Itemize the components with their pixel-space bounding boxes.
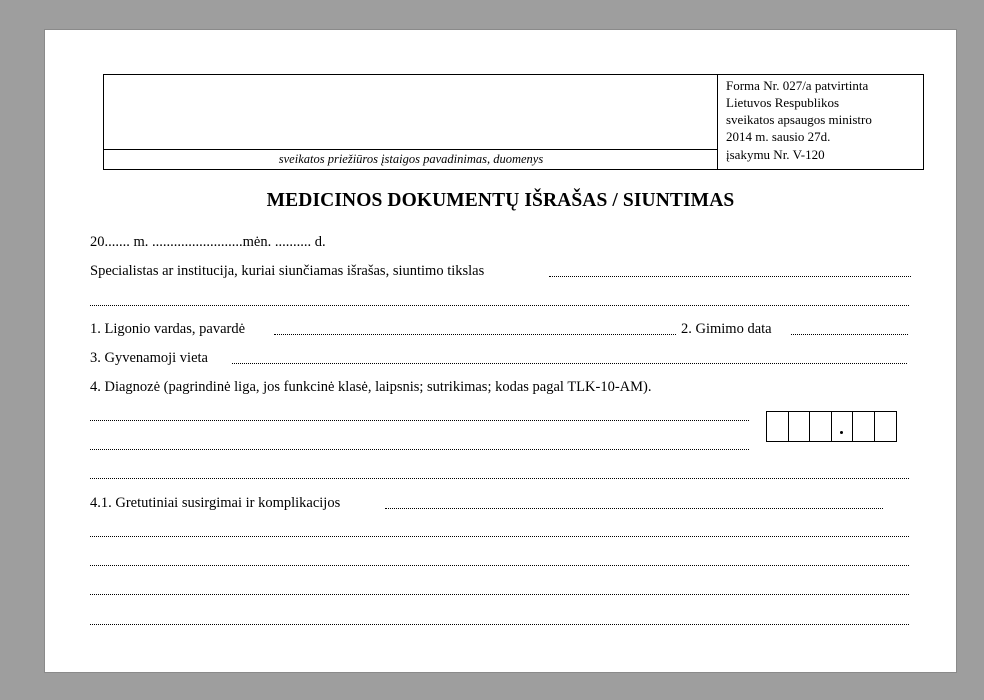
document-page: [45, 30, 956, 672]
comorbidities-field-line-5[interactable]: [90, 624, 909, 625]
approval-line-4: 2014 m. sausio 27d.: [726, 129, 831, 144]
diagnosis-code-boxes: [766, 411, 897, 442]
comorbidities-field[interactable]: [385, 508, 883, 509]
form-approval-box: [717, 74, 924, 170]
code-cell[interactable]: [832, 412, 854, 441]
patient-name-label: 1. Ligonio vardas, pavardė: [90, 321, 246, 337]
comorbidities-field-line-4[interactable]: [90, 594, 909, 595]
institution-box: [103, 74, 718, 170]
comorbidities-field-line-2[interactable]: [90, 536, 909, 537]
code-cell[interactable]: [875, 412, 897, 441]
code-cell[interactable]: [789, 412, 811, 441]
institution-caption: sveikatos priežiūros įstaigos pavadinimas, duomenys: [278, 152, 544, 166]
recipient-field[interactable]: [549, 276, 911, 277]
diagnosis-field-line-3[interactable]: [90, 478, 909, 479]
birth-date-field[interactable]: [791, 334, 908, 335]
date-line: 20....... m. .........................mėn. .......... d.: [90, 234, 326, 250]
patient-name-field[interactable]: [274, 334, 676, 335]
code-decimal-dot: [840, 431, 843, 434]
approval-line-5: įsakymu Nr. V-120: [726, 147, 825, 162]
approval-line-2: Lietuvos Respublikos: [726, 95, 840, 110]
document-title: MEDICINOS DOKUMENTŲ IŠRAŠAS / SIUNTIMAS: [266, 190, 735, 211]
diagnosis-field-line-2[interactable]: [90, 449, 749, 450]
institution-caption-row: [104, 149, 718, 169]
code-cell[interactable]: [767, 412, 789, 441]
diagnosis-field-line-1[interactable]: [90, 420, 749, 421]
recipient-field-line-2[interactable]: [90, 305, 909, 306]
approval-line-3: sveikatos apsaugos ministro: [726, 112, 872, 127]
diagnosis-label: 4. Diagnozė (pagrindinė liga, jos funkcinė klasė, laipsnis; sutrikimas; kodas pagal TLK-10-AM).: [90, 379, 652, 395]
code-cell[interactable]: [853, 412, 875, 441]
comorbidities-label: 4.1. Gretutiniai susirgimai ir komplikacijos: [90, 495, 341, 511]
code-cell[interactable]: [810, 412, 832, 441]
comorbidities-field-line-3[interactable]: [90, 565, 909, 566]
birth-date-label: 2. Gimimo data: [681, 321, 772, 337]
recipient-label: Specialistas ar institucija, kuriai siunčiamas išrašas, siuntimo tikslas: [90, 263, 485, 279]
approval-line-1: Forma Nr. 027/a patvirtinta: [726, 78, 869, 93]
residence-field[interactable]: [232, 363, 907, 364]
residence-label: 3. Gyvenamoji vieta: [90, 350, 208, 366]
